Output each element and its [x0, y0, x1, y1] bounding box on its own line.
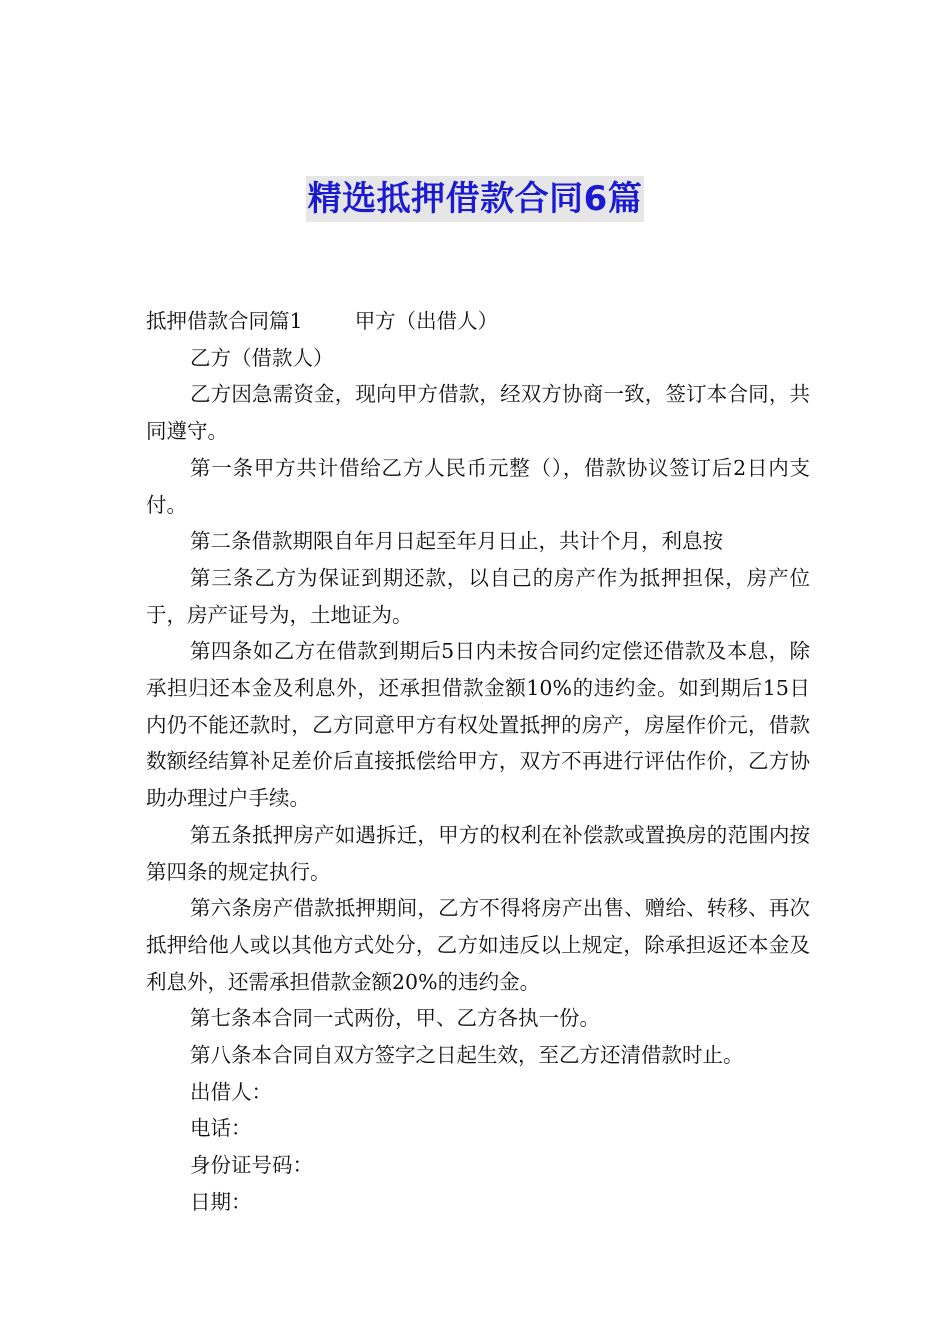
clause-8: 第八条本合同自双方签字之日起生效，至乙方还清借款时止。: [190, 1043, 744, 1068]
signature-id-number: 身份证号码：: [190, 1153, 313, 1178]
clause-3: 第三条乙方为保证到期还款，以自己的房产作为抵押担保，房产位于，房产证号为，土地证为。: [146, 565, 810, 627]
signature-lender: 出借人：: [190, 1079, 272, 1104]
party-a-label: 甲方（出借人）: [354, 309, 499, 333]
clause-5: 第五条抵押房产如遇拆迁，甲方的权利在补偿款或置换房的范围内按第四条的规定执行。: [146, 822, 810, 884]
first-line: [146, 303, 810, 340]
signature-phone: 电话：: [190, 1116, 252, 1141]
document-title: 精选抵押借款合同6篇: [306, 176, 645, 222]
paragraph-party-b: 乙方（借款人）: [190, 345, 334, 370]
clause-7: 第七条本合同一式两份，甲、乙方各执一份。: [190, 1006, 600, 1031]
clause-1: 第一条甲方共计借给乙方人民币元整（），借款协议签订后2日内支付。: [146, 455, 810, 517]
clause-6: 第六条房产借款抵押期间，乙方不得将房产出售、赠给、转移、再次抵押给他人或以其他方式处分，乙方如违反以上规定，除承担返还本金及利息外，还需承担借款金额20%的违约金。: [146, 896, 810, 994]
document-body: [146, 303, 810, 1221]
contract-heading: 抵押借款合同篇1: [146, 309, 303, 333]
clause-4: 第四条如乙方在借款到期后5日内未按合同约定偿还借款及本息，除承担归还本金及利息外，还承担借款金额10%的违约金。如到期后15日内仍不能还款时，乙方同意甲方有权处置抵押的房产，房屋作价元，借款数额经结算补足差价后直接抵偿给甲方，双方不再进行评估作价，乙方协助办理过户手续。: [146, 639, 810, 811]
clause-2: 第二条借款期限自年月日起至年月日止，共计个月，利息按: [190, 529, 723, 554]
title-container: [0, 176, 950, 222]
paragraph-preamble: 乙方因急需资金，现向甲方借款，经双方协商一致，签订本合同，共同遵守。: [146, 382, 810, 444]
signature-date: 日期：: [190, 1189, 252, 1214]
